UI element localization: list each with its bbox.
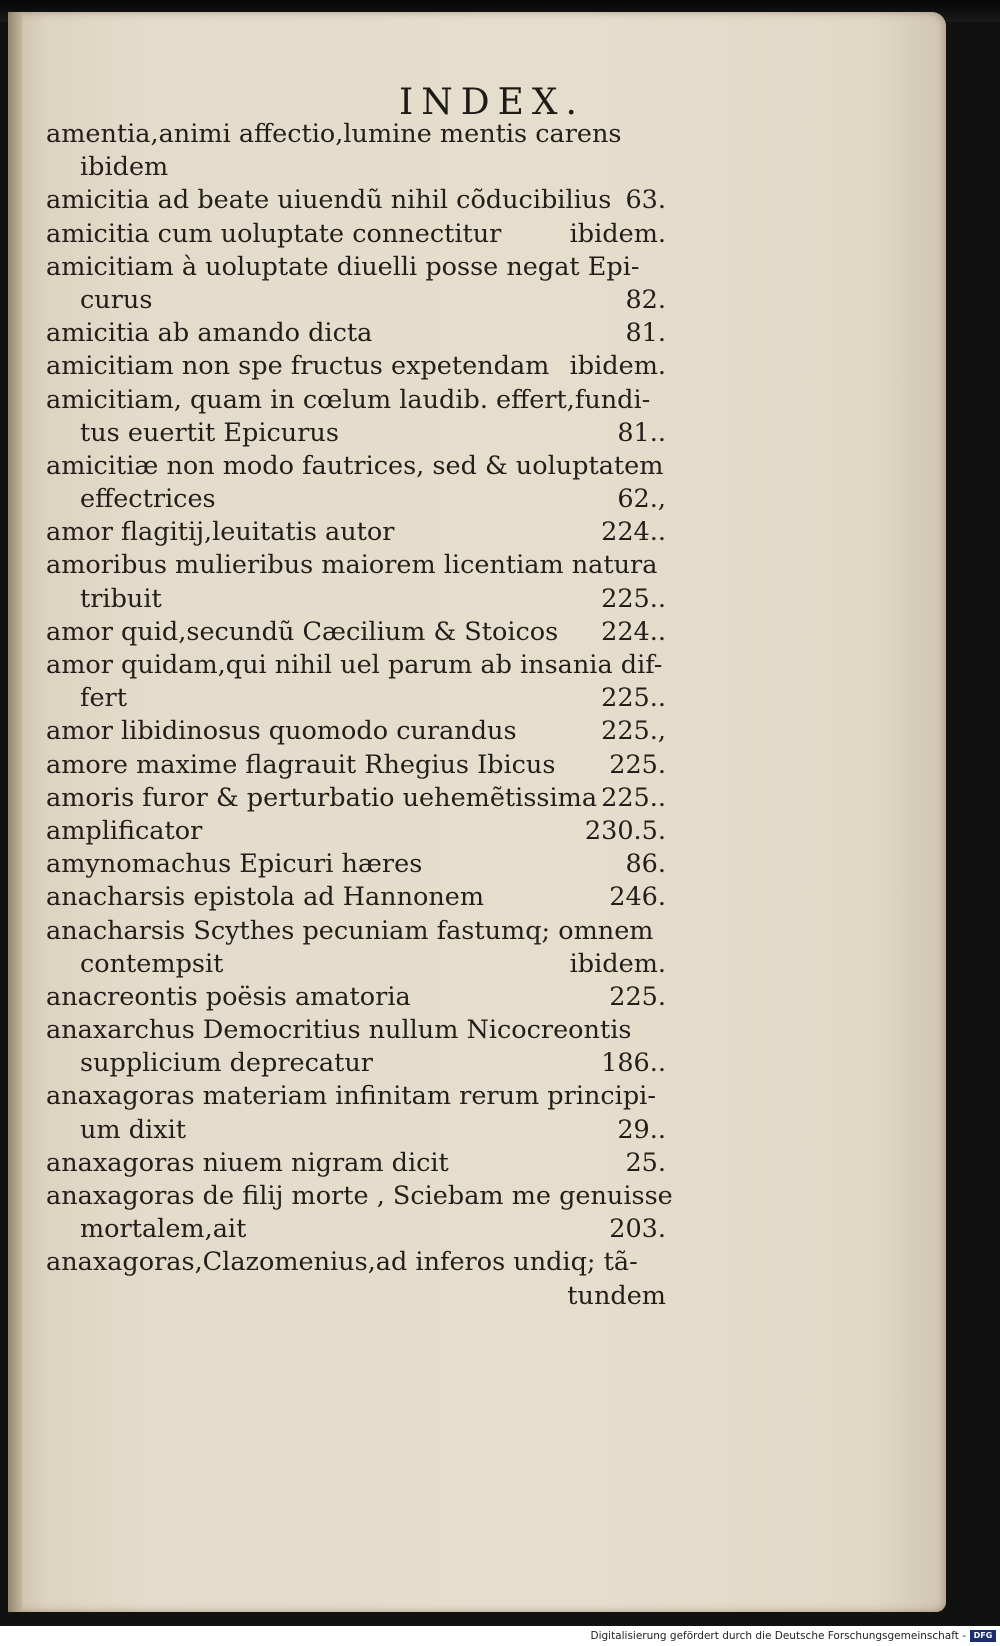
entry-text: amor quidam,qui nihil uel parum ab insania dif- bbox=[46, 650, 663, 680]
entry-text: amicitia ab amando dicta bbox=[46, 318, 373, 349]
entry-text: anacreontis poësis amatoria bbox=[46, 981, 411, 1012]
entry-page-ref: ibidem. bbox=[569, 351, 666, 382]
entry-text: amor flagitij,leuitatis autor bbox=[46, 517, 395, 548]
index-entry-line bbox=[46, 1180, 673, 1213]
index-entry-line bbox=[46, 384, 666, 417]
entry-text: amore maxime flagrauit Rhegius Ibicus bbox=[46, 749, 556, 780]
entry-text: amicitiam à uoluptate diuelli posse negat Epi- bbox=[46, 251, 640, 282]
entry-page-ref: 29.. bbox=[617, 1114, 666, 1145]
index-entry-line bbox=[46, 184, 666, 217]
entry-page-ref: 230.5. bbox=[584, 815, 666, 846]
entry-text: mortalem,ait bbox=[80, 1214, 247, 1245]
entry-text: anaxagoras niuem nigram dicit bbox=[46, 1147, 449, 1178]
index-entry-line bbox=[46, 1114, 666, 1147]
index-entry-line bbox=[46, 284, 666, 317]
index-entry-line bbox=[46, 218, 666, 251]
entry-page-ref: 81.. bbox=[617, 417, 666, 448]
index-entry-line bbox=[46, 948, 666, 981]
entry-page-ref: 62., bbox=[617, 484, 666, 515]
entry-text: amicitia ad beate uiuendũ nihil cõducibilius bbox=[46, 185, 612, 216]
index-entry-line bbox=[46, 782, 666, 815]
index-entry-line bbox=[46, 649, 666, 682]
index-entries bbox=[46, 118, 673, 1313]
index-entry-line bbox=[46, 1080, 666, 1113]
entry-page-ref: tundem bbox=[567, 1280, 666, 1311]
entry-text: anacharsis epistola ad Hannonem bbox=[46, 882, 485, 913]
index-entry-line bbox=[46, 1213, 666, 1246]
entry-page-ref: 246. bbox=[609, 882, 666, 913]
index-entry-line bbox=[46, 1047, 666, 1080]
index-entry-line bbox=[46, 549, 666, 582]
entry-text: amoris furor & perturbatio uehemẽtissima bbox=[46, 782, 598, 813]
entry-page-ref: ibidem. bbox=[569, 218, 666, 249]
index-entry-line bbox=[46, 616, 666, 649]
index-entry-line bbox=[46, 1280, 666, 1313]
entry-text: anaxagoras de filij morte , Sciebam me genuisse bbox=[46, 1181, 673, 1211]
entry-text: amor quid,secundũ Cæcilium & Stoicos bbox=[46, 616, 559, 647]
index-entry-line bbox=[46, 715, 666, 748]
entry-text: anacharsis Scythes pecuniam fastumq; omnem bbox=[46, 915, 654, 946]
index-entry-line bbox=[46, 251, 666, 284]
entry-text: effectrices bbox=[80, 484, 216, 515]
index-entry-line bbox=[46, 881, 666, 914]
entry-page-ref: 225.. bbox=[601, 683, 666, 714]
entry-text: contempsit bbox=[80, 948, 224, 979]
entry-text: fert bbox=[80, 683, 127, 714]
entry-text: tus euertit Epicurus bbox=[80, 417, 339, 448]
index-entry-line bbox=[46, 915, 666, 948]
page-gutter bbox=[8, 12, 22, 1612]
entry-page-ref: 225.. bbox=[601, 583, 666, 614]
entry-page-ref: 224.. bbox=[601, 517, 666, 548]
footer-credit: Digitalisierung gefördert durch die Deutsche Forschungsgemeinschaft - bbox=[590, 1630, 966, 1642]
entry-text: anaxagoras,Clazomenius,ad inferos undiq; tã- bbox=[46, 1247, 638, 1278]
entry-text: amicitiam non spe fructus expetendam bbox=[46, 351, 550, 382]
index-entry-line bbox=[46, 516, 666, 549]
entry-text: tribuit bbox=[80, 583, 162, 614]
index-entry-line bbox=[46, 583, 666, 616]
entry-text: anaxarchus Democritius nullum Nicocreontis bbox=[46, 1015, 632, 1046]
entry-text: ibidem bbox=[80, 152, 169, 183]
entry-text: um dixit bbox=[80, 1114, 186, 1145]
index-entry-line bbox=[46, 417, 666, 450]
index-entry-line bbox=[46, 1014, 666, 1047]
entry-page-ref: 82. bbox=[625, 284, 666, 315]
entry-text: amor libidinosus quomodo curandus bbox=[46, 716, 517, 747]
index-entry-line bbox=[46, 317, 666, 350]
index-entry-line bbox=[46, 450, 666, 483]
entry-text: amicitiam, quam in cœlum laudib. effert,fundi- bbox=[46, 384, 651, 415]
entry-page-ref: 225. bbox=[609, 981, 666, 1012]
index-entry-line bbox=[46, 749, 666, 782]
dfg-logo: DFG bbox=[970, 1630, 996, 1642]
index-entry-line bbox=[46, 848, 666, 881]
entry-page-ref: 225.. bbox=[601, 782, 666, 813]
index-entry-line bbox=[46, 682, 666, 715]
index-entry-line bbox=[46, 815, 666, 848]
entry-page-ref: 225. bbox=[609, 749, 666, 780]
entry-page-ref: 81. bbox=[625, 318, 666, 349]
entry-text: amoribus mulieribus maiorem licentiam natura bbox=[46, 550, 658, 581]
entry-text: amicitiæ non modo fautrices, sed & uoluptatem bbox=[46, 450, 664, 481]
entry-text: curus bbox=[80, 284, 153, 315]
index-entry-line bbox=[46, 981, 666, 1014]
entry-text: supplicium deprecatur bbox=[80, 1048, 373, 1079]
entry-text: amynomachus Epicuri hæres bbox=[46, 849, 423, 880]
index-entry-line bbox=[46, 1147, 666, 1180]
entry-page-ref: ibidem. bbox=[569, 948, 666, 979]
index-entry-line bbox=[46, 1246, 666, 1279]
page-heading: INDEX. bbox=[399, 82, 585, 123]
entry-text: amicitia cum uoluptate connectitur bbox=[46, 218, 502, 249]
entry-page-ref: 186.. bbox=[601, 1048, 666, 1079]
entry-text: anaxagoras materiam infinitam rerum principi- bbox=[46, 1081, 656, 1112]
entry-page-ref: 203. bbox=[609, 1214, 666, 1245]
entry-page-ref: 86. bbox=[625, 849, 666, 880]
entry-text: amplificator bbox=[46, 815, 203, 846]
index-entry-line bbox=[46, 151, 666, 184]
index-entry-line bbox=[46, 483, 666, 516]
entry-page-ref: 63. bbox=[625, 185, 666, 216]
entry-text: amentia,animi affectio,lumine mentis carens bbox=[46, 119, 622, 149]
entry-page-ref: 224.. bbox=[601, 616, 666, 647]
entry-page-ref: 25. bbox=[625, 1147, 666, 1178]
index-entry-line bbox=[46, 118, 666, 151]
entry-page-ref: 225., bbox=[601, 716, 666, 747]
index-entry-line bbox=[46, 350, 666, 383]
